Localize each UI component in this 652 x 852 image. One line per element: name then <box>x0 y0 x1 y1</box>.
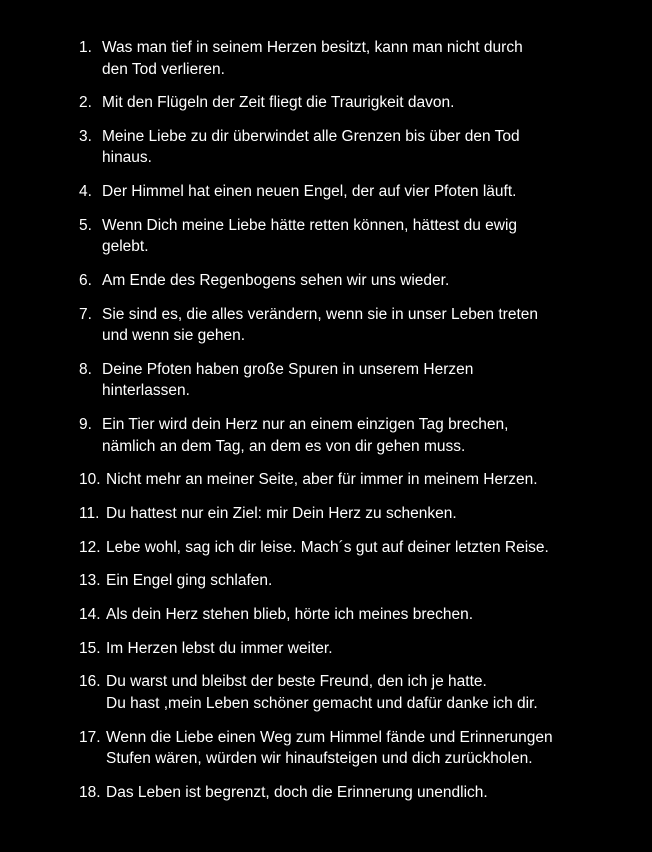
quote-text <box>102 37 523 80</box>
quote-number: 12. <box>79 538 101 556</box>
quote-number: 2. <box>79 94 92 112</box>
quote-item-6 <box>79 270 639 292</box>
quote-line: Mit den Flügeln der Zeit fliegt die Traurigkeit davon. <box>102 94 455 112</box>
quote-line: Du hattest nur ein Ziel: mir Dein Herz zu schenken. <box>106 504 457 522</box>
quote-line: Wenn Dich meine Liebe hätte retten können, hättest du ewig <box>102 216 518 234</box>
quote-line: Am Ende des Regenbogens sehen wir uns wieder. <box>102 271 450 289</box>
quote-number: 14. <box>79 605 101 623</box>
quote-number: 5. <box>79 216 92 234</box>
quote-item-1 <box>79 37 639 80</box>
quote-line: Stufen wären, würden wir hinaufsteigen und dich zurückholen. <box>106 750 533 767</box>
quote-item-9 <box>79 414 639 457</box>
quote-number: 10. <box>79 471 101 489</box>
quote-text <box>102 126 520 169</box>
quote-item-3 <box>79 126 639 169</box>
quote-number: 11. <box>79 504 100 522</box>
quote-item-2 <box>79 92 639 114</box>
quote-number: 7. <box>79 305 92 323</box>
quote-item-7 <box>79 304 639 347</box>
quote-list <box>79 37 639 815</box>
quote-number: 16. <box>79 673 101 691</box>
quote-item-8 <box>79 359 639 402</box>
quote-text <box>106 469 538 491</box>
quote-item-13 <box>79 570 639 592</box>
quote-line: den Tod verlieren. <box>102 60 225 78</box>
quote-item-18 <box>79 782 639 804</box>
quote-line: Lebe wohl, sag ich dir leise. Mach´s gut auf deiner letzten Reise. <box>106 538 549 556</box>
quote-line: Ein Engel ging schlafen. <box>106 572 273 590</box>
quote-text <box>106 671 538 714</box>
quote-text <box>102 181 516 203</box>
quote-number: 8. <box>79 360 92 378</box>
quote-number: 6. <box>79 271 92 289</box>
quote-item-5 <box>79 215 639 258</box>
quote-number: 17. <box>79 728 101 746</box>
quote-text <box>102 215 517 258</box>
quote-text <box>102 270 449 292</box>
quote-item-16 <box>79 671 639 714</box>
quote-line: Der Himmel hat einen neuen Engel, der auf vier Pfoten läuft. <box>102 183 517 201</box>
quote-text <box>102 92 454 114</box>
quote-number: 15. <box>79 639 101 657</box>
quote-text <box>102 414 508 457</box>
quote-line: gelebt. <box>102 238 149 256</box>
quote-number: 13. <box>79 572 101 590</box>
quote-line: nämlich an dem Tag, an dem es von dir gehen muss. <box>102 437 466 455</box>
quote-line: Sie sind es, die alles verändern, wenn sie in unser Leben treten <box>102 305 538 323</box>
quote-item-12 <box>79 537 639 559</box>
quote-number: 9. <box>79 416 92 433</box>
quote-line: Im Herzen lebst du immer weiter. <box>106 639 333 657</box>
quote-line: Ein Tier wird dein Herz nur an einem einzigen Tag brechen, <box>102 416 509 433</box>
quote-line: Du hast ,mein Leben schöner gemacht und dafür danke ich dir. <box>106 694 538 712</box>
quote-line: Deine Pfoten haben große Spuren in unserem Herzen <box>102 360 474 378</box>
quote-line: hinterlassen. <box>102 382 190 400</box>
quote-item-14 <box>79 604 639 626</box>
quote-line: Du warst und bleibst der beste Freund, den ich je hatte. <box>106 673 487 691</box>
quote-line: Als dein Herz stehen blieb, hörte ich meines brechen. <box>106 605 474 623</box>
quote-number: 4. <box>79 183 92 201</box>
quote-number: 1. <box>79 39 92 56</box>
quote-text <box>102 359 473 402</box>
quote-text <box>106 537 549 559</box>
quote-line: und wenn sie gehen. <box>102 327 246 345</box>
quote-number: 18. <box>79 783 101 801</box>
quote-text <box>106 604 473 626</box>
quote-line: Wenn die Liebe einen Weg zum Himmel fände und Erinnerungen <box>106 728 553 746</box>
quote-text <box>106 782 488 804</box>
quote-line: Das Leben ist begrenzt, doch die Erinnerung unendlich. <box>106 783 488 801</box>
quote-text <box>106 638 333 660</box>
quote-text <box>102 304 538 347</box>
quote-item-11 <box>79 503 639 525</box>
quote-text <box>106 503 457 525</box>
quote-number: 3. <box>79 127 92 145</box>
quote-line: Nicht mehr an meiner Seite, aber für immer in meinem Herzen. <box>106 471 538 489</box>
quote-item-15 <box>79 638 639 660</box>
quote-item-10 <box>79 469 639 491</box>
quote-text <box>106 727 553 770</box>
quote-line: Was man tief in seinem Herzen besitzt, kann man nicht durch <box>102 39 523 56</box>
quote-line: hinaus. <box>102 149 152 167</box>
quote-line: Meine Liebe zu dir überwindet alle Grenzen bis über den Tod <box>102 127 520 145</box>
quote-text <box>106 570 272 592</box>
quote-item-17 <box>79 727 639 770</box>
quote-item-4 <box>79 181 639 203</box>
